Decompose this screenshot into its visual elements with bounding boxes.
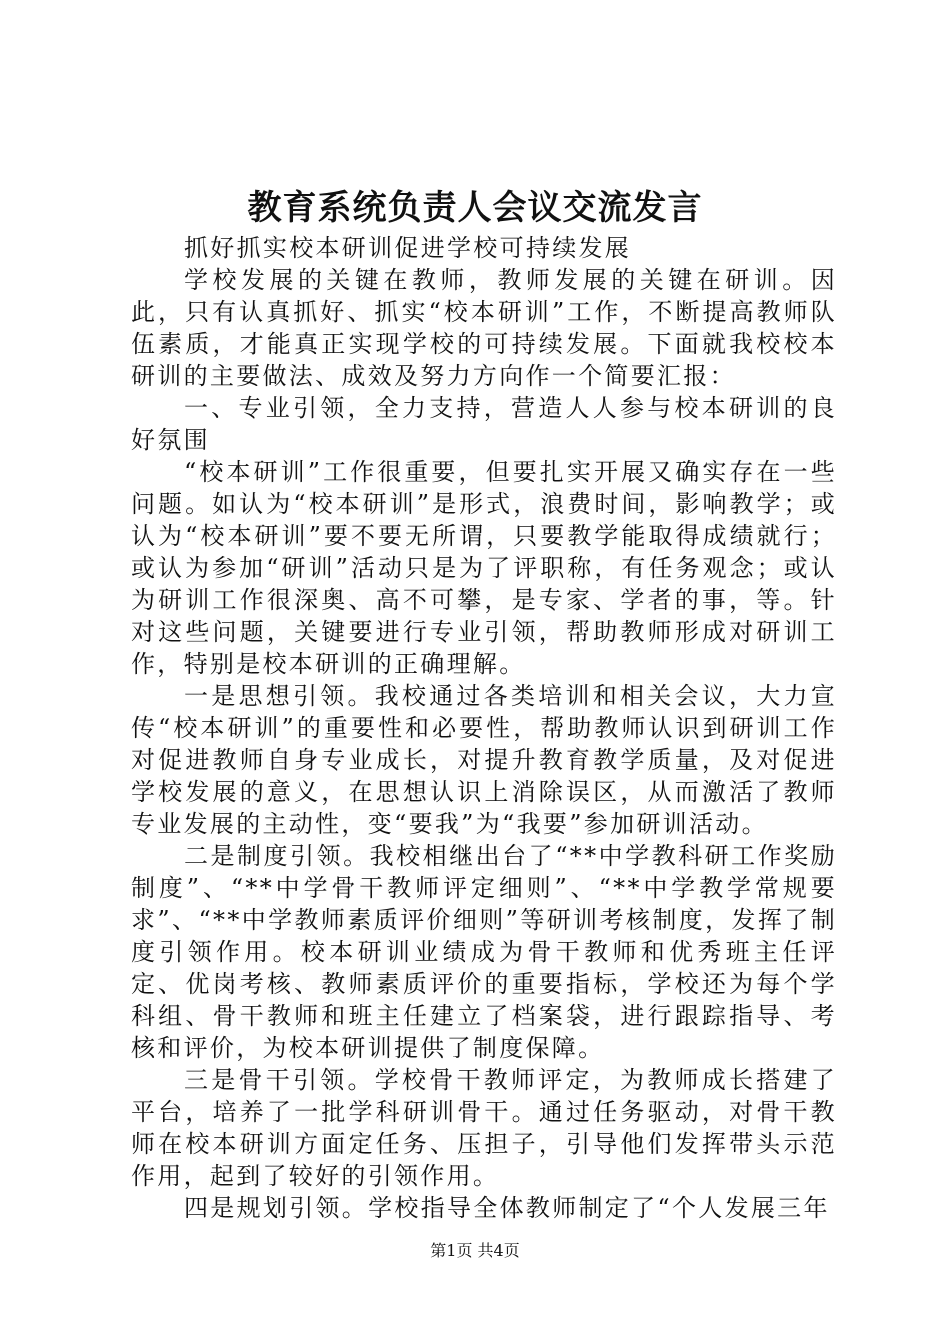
body-paragraph: 二是制度引领。我校相继出台了“**中学教科研工作奖励制度”、“**中学骨干教师评定细则”、“**中学教学常规要求”、“**中学教师素质评价细则”等研训考核制度，发挥了制度引领作用。校本研训业绩成为骨干教师和优秀班主任评定、优岗考核、教师素质评价的重要指标，学校还为每个学科组、骨干教师和班主任建立了档案袋，进行跟踪指导、考核和评价，为校本研训提供了制度保障。 — [131, 842, 837, 1062]
body-paragraph: 三是骨干引领。学校骨干教师评定，为教师成长搭建了平台，培养了一批学科研训骨干。通过任务驱动，对骨干教师在校本研训方面定任务、压担子，引导他们发挥带头示范作用，起到了较好的引领作用。 — [131, 1066, 837, 1190]
body-paragraph: “校本研训”工作很重要，但要扎实开展又确实存在一些问题。如认为“校本研训”是形式，浪费时间，影响教学；或认为“校本研训”要不要无所谓，只要教学能取得成绩就行；或认为参加“研训”活动只是为了评职称，有任务观念；或认为研训工作很深奥、高不可攀，是专家、学者的事，等。针对这些问题，关键要进行专业引领，帮助教师形成对研训工作，特别是校本研训的正确理解。 — [131, 458, 837, 678]
body-paragraph: 一是思想引领。我校通过各类培训和相关会议，大力宣传“校本研训”的重要性和必要性，帮助教师认识到研训工作对促进教师自身专业成长，对提升教育教学质量，及对促进学校发展的意义，在思想认识上消除误区，从而激活了教师专业发展的主动性，变“要我”为“我要”参加研训活动。 — [131, 682, 837, 838]
document-body — [131, 232, 837, 1224]
document-title: 教育系统负责人会议交流发言 — [247, 188, 703, 228]
section-heading: 一、专业引领，全力支持，营造人人参与校本研训的良好氛围 — [131, 394, 837, 454]
page-number-footer: 第1页 共4页 — [430, 1241, 520, 1260]
body-paragraph: 学校发展的关键在教师，教师发展的关键在研训。因此，只有认真抓好、抓实“校本研训”工作，不断提高教师队伍素质，才能真正实现学校的可持续发展。下面就我校校本研训的主要做法、成效及努力方向作一个简要汇报： — [131, 266, 837, 390]
body-paragraph: 四是规划引领。学校指导全体教师制定了“个人发展三年 — [184, 1194, 830, 1222]
subtitle-paragraph: 抓好抓实校本研训促进学校可持续发展 — [184, 234, 632, 262]
